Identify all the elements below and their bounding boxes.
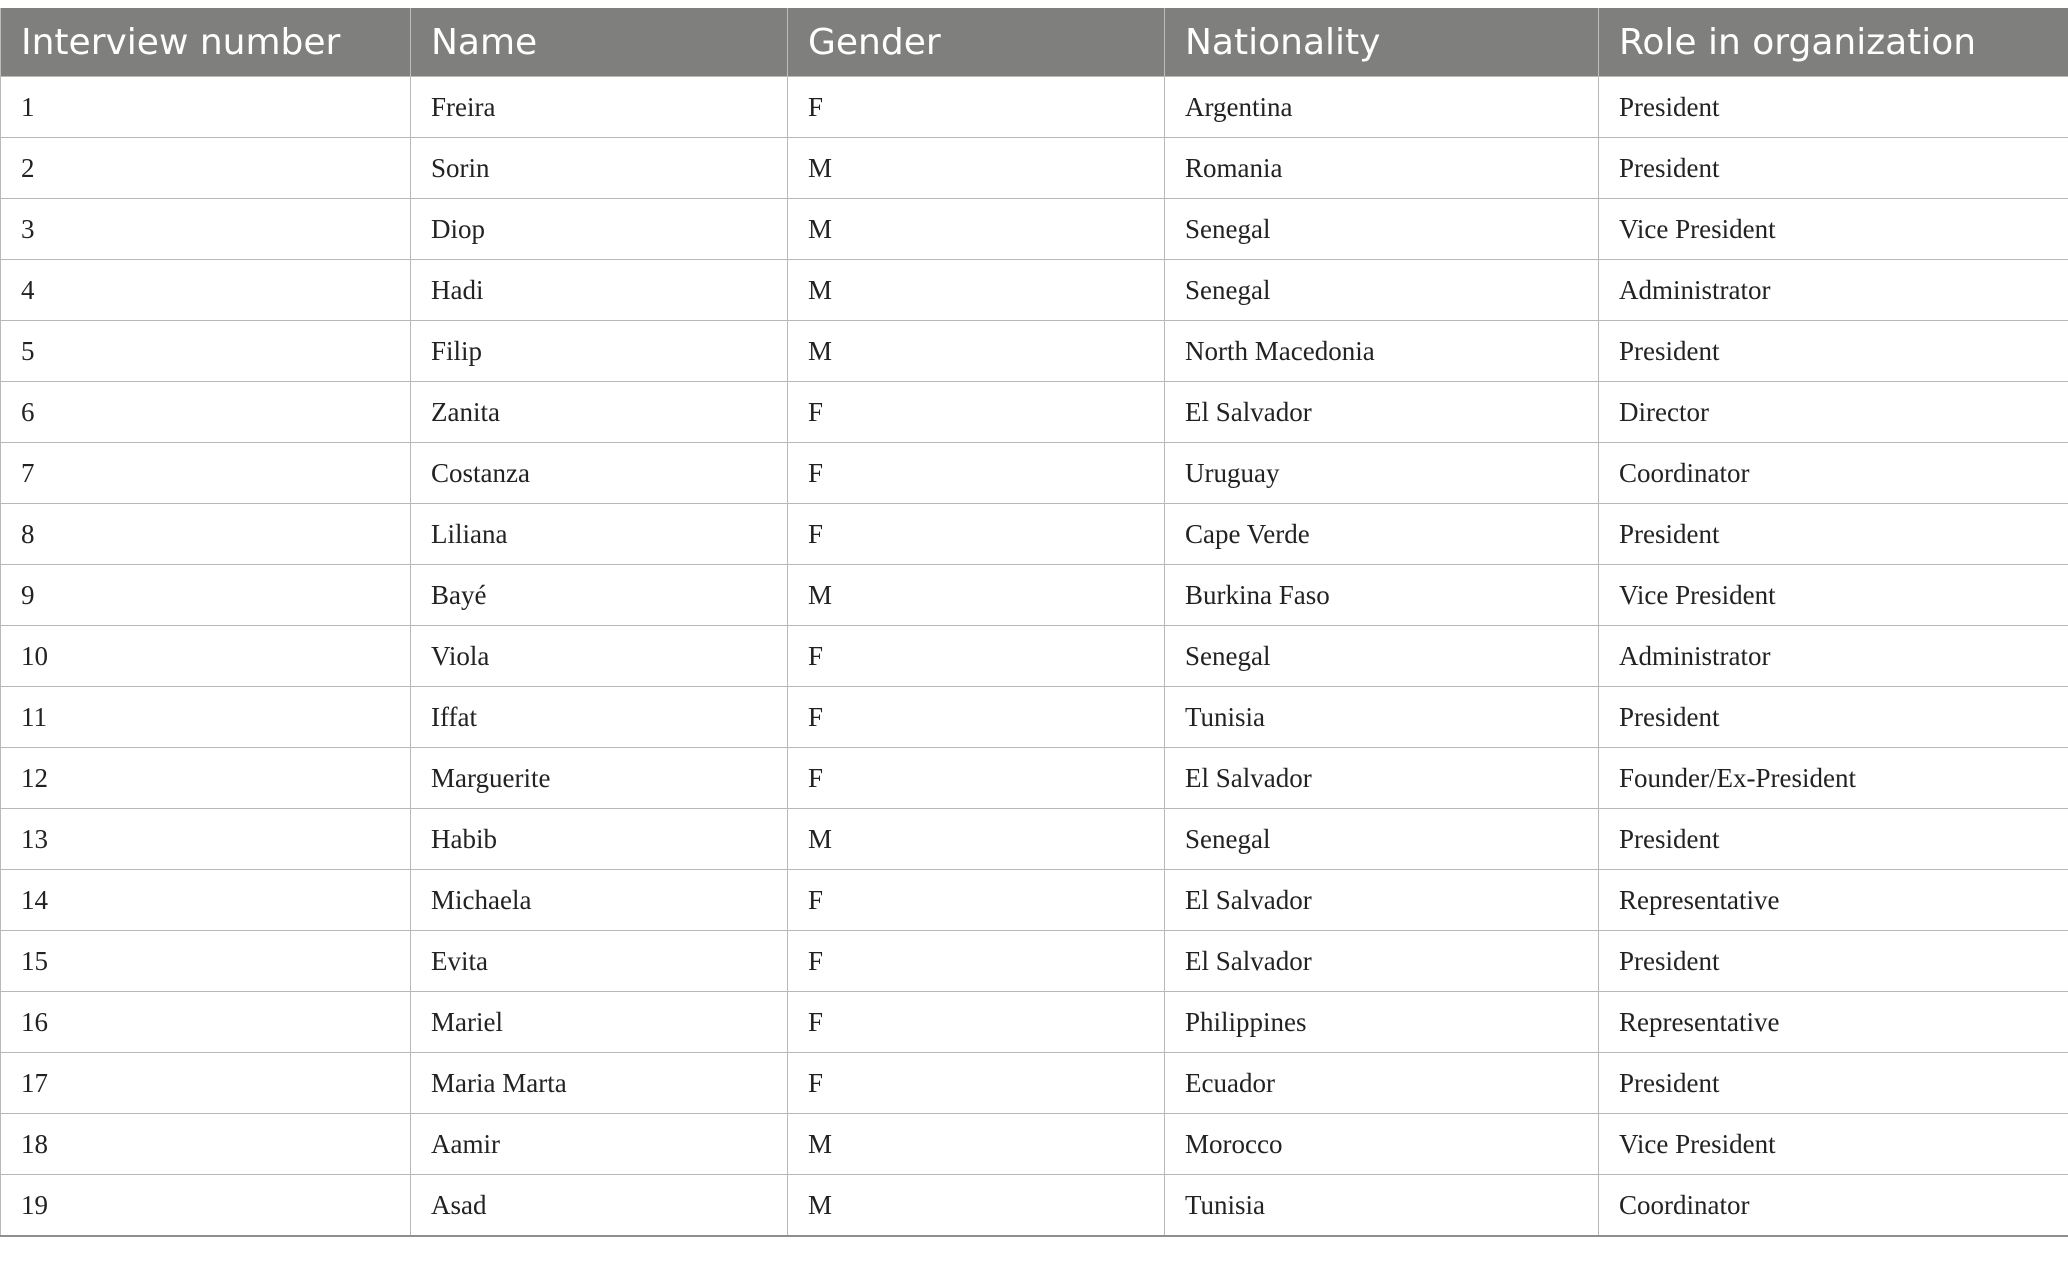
- cell-name: Costanza: [411, 443, 788, 504]
- header-nationality: Nationality: [1165, 8, 1599, 77]
- cell-nationality: Morocco: [1165, 1114, 1599, 1175]
- cell-role: Administrator: [1599, 260, 2068, 321]
- cell-gender: F: [788, 1053, 1165, 1114]
- cell-interview-number: 12: [1, 748, 411, 809]
- cell-interview-number: 13: [1, 809, 411, 870]
- cell-role: President: [1599, 504, 2068, 565]
- cell-nationality: Tunisia: [1165, 1175, 1599, 1237]
- cell-role: Representative: [1599, 870, 2068, 931]
- cell-name: Sorin: [411, 138, 788, 199]
- cell-name: Diop: [411, 199, 788, 260]
- cell-interview-number: 7: [1, 443, 411, 504]
- cell-role: President: [1599, 77, 2068, 138]
- cell-interview-number: 10: [1, 626, 411, 687]
- cell-interview-number: 4: [1, 260, 411, 321]
- cell-gender: F: [788, 77, 1165, 138]
- cell-name: Asad: [411, 1175, 788, 1237]
- cell-gender: F: [788, 687, 1165, 748]
- header-name: Name: [411, 8, 788, 77]
- table-row: [1, 138, 2068, 199]
- cell-name: Freira: [411, 77, 788, 138]
- cell-interview-number: 18: [1, 1114, 411, 1175]
- cell-interview-number: 19: [1, 1175, 411, 1237]
- table-row: [1, 931, 2068, 992]
- interview-table-container: [0, 8, 2068, 1237]
- cell-gender: F: [788, 931, 1165, 992]
- cell-nationality: Burkina Faso: [1165, 565, 1599, 626]
- cell-role: Founder/Ex-President: [1599, 748, 2068, 809]
- cell-name: Aamir: [411, 1114, 788, 1175]
- cell-nationality: Senegal: [1165, 199, 1599, 260]
- cell-gender: M: [788, 1175, 1165, 1237]
- cell-nationality: El Salvador: [1165, 382, 1599, 443]
- table-row: [1, 321, 2068, 382]
- cell-gender: M: [788, 138, 1165, 199]
- cell-interview-number: 2: [1, 138, 411, 199]
- cell-interview-number: 16: [1, 992, 411, 1053]
- interview-table: [0, 8, 2068, 1237]
- table-row: [1, 443, 2068, 504]
- cell-role: Vice President: [1599, 199, 2068, 260]
- table-row: [1, 504, 2068, 565]
- cell-name: Maria Marta: [411, 1053, 788, 1114]
- cell-role: President: [1599, 687, 2068, 748]
- cell-gender: F: [788, 870, 1165, 931]
- cell-gender: F: [788, 748, 1165, 809]
- cell-interview-number: 3: [1, 199, 411, 260]
- cell-gender: M: [788, 321, 1165, 382]
- cell-role: Administrator: [1599, 626, 2068, 687]
- cell-nationality: Senegal: [1165, 260, 1599, 321]
- cell-nationality: Senegal: [1165, 809, 1599, 870]
- cell-role: President: [1599, 321, 2068, 382]
- cell-role: President: [1599, 809, 2068, 870]
- table-row: [1, 626, 2068, 687]
- cell-name: Viola: [411, 626, 788, 687]
- cell-nationality: North Macedonia: [1165, 321, 1599, 382]
- table-row: [1, 199, 2068, 260]
- cell-name: Iffat: [411, 687, 788, 748]
- cell-gender: F: [788, 382, 1165, 443]
- cell-nationality: Romania: [1165, 138, 1599, 199]
- cell-name: Bayé: [411, 565, 788, 626]
- cell-interview-number: 1: [1, 77, 411, 138]
- cell-name: Liliana: [411, 504, 788, 565]
- cell-gender: M: [788, 260, 1165, 321]
- cell-role: Director: [1599, 382, 2068, 443]
- cell-role: Coordinator: [1599, 1175, 2068, 1237]
- cell-gender: F: [788, 443, 1165, 504]
- cell-nationality: Uruguay: [1165, 443, 1599, 504]
- cell-nationality: Tunisia: [1165, 687, 1599, 748]
- header-role: Role in organization: [1599, 8, 2068, 77]
- cell-name: Mariel: [411, 992, 788, 1053]
- cell-nationality: El Salvador: [1165, 748, 1599, 809]
- table-row: [1, 870, 2068, 931]
- header-gender: Gender: [788, 8, 1165, 77]
- table-row: [1, 1175, 2068, 1237]
- cell-role: President: [1599, 931, 2068, 992]
- cell-gender: F: [788, 992, 1165, 1053]
- cell-nationality: Senegal: [1165, 626, 1599, 687]
- cell-name: Habib: [411, 809, 788, 870]
- cell-name: Evita: [411, 931, 788, 992]
- cell-role: President: [1599, 1053, 2068, 1114]
- table-row: [1, 1114, 2068, 1175]
- cell-interview-number: 14: [1, 870, 411, 931]
- cell-gender: M: [788, 1114, 1165, 1175]
- cell-gender: F: [788, 504, 1165, 565]
- table-row: [1, 565, 2068, 626]
- cell-role: Vice President: [1599, 565, 2068, 626]
- cell-gender: M: [788, 809, 1165, 870]
- cell-nationality: Argentina: [1165, 77, 1599, 138]
- table-row: [1, 748, 2068, 809]
- cell-interview-number: 8: [1, 504, 411, 565]
- cell-name: Hadi: [411, 260, 788, 321]
- cell-name: Filip: [411, 321, 788, 382]
- cell-interview-number: 17: [1, 1053, 411, 1114]
- header-interview-number: Interview number: [1, 8, 411, 77]
- cell-interview-number: 5: [1, 321, 411, 382]
- cell-gender: F: [788, 626, 1165, 687]
- cell-role: President: [1599, 138, 2068, 199]
- header-row: [1, 8, 2068, 77]
- table-row: [1, 687, 2068, 748]
- cell-name: Marguerite: [411, 748, 788, 809]
- table-row: [1, 77, 2068, 138]
- cell-nationality: Philippines: [1165, 992, 1599, 1053]
- cell-nationality: Ecuador: [1165, 1053, 1599, 1114]
- cell-name: Michaela: [411, 870, 788, 931]
- table-row: [1, 1053, 2068, 1114]
- cell-gender: M: [788, 565, 1165, 626]
- cell-role: Vice President: [1599, 1114, 2068, 1175]
- cell-nationality: El Salvador: [1165, 931, 1599, 992]
- table-row: [1, 809, 2068, 870]
- cell-interview-number: 6: [1, 382, 411, 443]
- cell-interview-number: 11: [1, 687, 411, 748]
- cell-role: Representative: [1599, 992, 2068, 1053]
- cell-nationality: El Salvador: [1165, 870, 1599, 931]
- cell-nationality: Cape Verde: [1165, 504, 1599, 565]
- table-row: [1, 260, 2068, 321]
- table-header: [1, 8, 2068, 77]
- cell-interview-number: 9: [1, 565, 411, 626]
- table-body: [1, 77, 2068, 1237]
- table-row: [1, 992, 2068, 1053]
- cell-interview-number: 15: [1, 931, 411, 992]
- cell-name: Zanita: [411, 382, 788, 443]
- cell-gender: M: [788, 199, 1165, 260]
- cell-role: Coordinator: [1599, 443, 2068, 504]
- table-row: [1, 382, 2068, 443]
